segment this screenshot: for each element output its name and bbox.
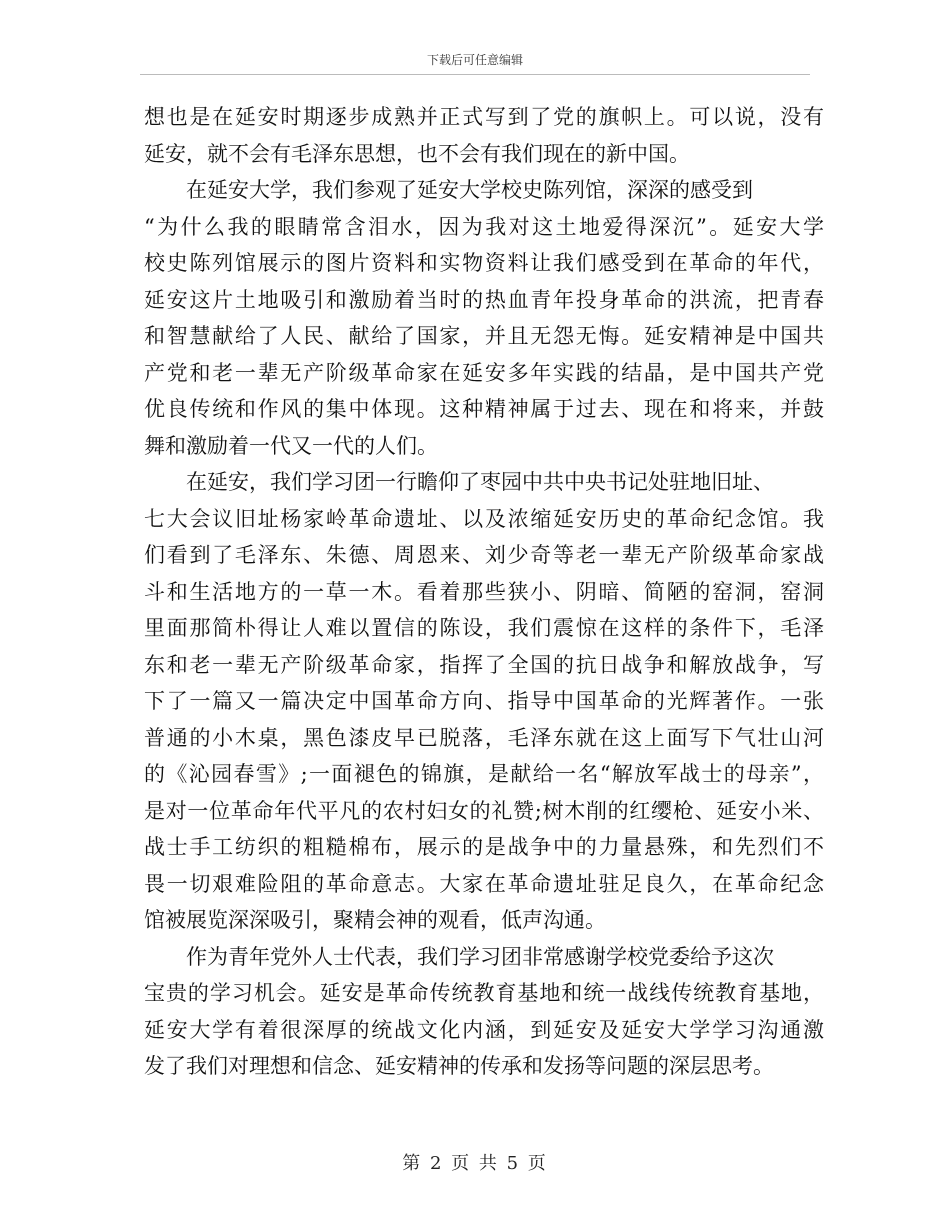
text-line: 在延安大学，我们参观了延安大学校史陈列馆，深深的感受到 xyxy=(186,178,753,202)
paragraph xyxy=(144,939,824,1085)
text-line: 们看到了毛泽东、朱德、周恩来、刘少奇等老一辈无产阶级革命家战 xyxy=(144,543,824,567)
text-line: 宝贵的学习机会。延安是革命传统教育基地和统一战线传统教育基地， xyxy=(144,981,824,1005)
text-line: 斗和生活地方的一草一木。看着那些狭小、阴暗、简陋的窑洞，窑洞 xyxy=(144,579,824,604)
text-line: 延安大学有着很深厚的统战文化内涵，到延安及延安大学学习沟通激 xyxy=(144,1017,824,1042)
text-line: 延安这片土地吸引和激励着当时的热血青年投身革命的洪流，把青春 xyxy=(144,287,824,312)
text-line: 发了我们对理想和信念、延安精神的传承和发扬等问题的深层思考。 xyxy=(144,1054,774,1078)
paragraph xyxy=(144,172,824,464)
text-line: 产党和老一辈无产阶级革命家在延安多年实践的结晶，是中国共产党 xyxy=(144,360,824,385)
text-line: 馆被展览深深吸引，聚精会神的观看，低声沟通。 xyxy=(144,908,606,932)
document-body xyxy=(144,99,824,1085)
text-line: 战士手工纺织的粗糙棉布，展示的是战争中的力量悬殊，和先烈们不 xyxy=(144,835,824,859)
text-line: 的《沁园春雪》;一面褪色的锦旗，是献给一名“解放军战士的母亲”， xyxy=(144,762,824,786)
text-line: 里面那简朴得让人难以置信的陈设，我们震惊在这样的条件下，毛泽 xyxy=(144,616,824,640)
text-line: 东和老一辈无产阶级革命家，指挥了全国的抗日战争和解放战争，写 xyxy=(144,652,824,677)
text-line: 下了一篇又一篇决定中国革命方向、指导中国革命的光辉著作。一张 xyxy=(144,689,824,713)
text-line: 在延安，我们学习团一行瞻仰了枣园中共中央书记处驻地旧址、 xyxy=(186,470,774,494)
text-line: 是对一位革命年代平凡的农村妇女的礼赞;树木削的红缨枪、延安小米、 xyxy=(144,798,824,823)
text-line: 想也是在延安时期逐步成熟并正式写到了党的旗帜上。可以说，没有 xyxy=(144,105,824,129)
text-line: “为什么我的眼睛常含泪水，因为我对这土地爱得深沉”。延安大学 xyxy=(144,214,824,239)
header-rule xyxy=(140,74,810,75)
paragraph xyxy=(144,99,824,172)
text-line: 延安，就不会有毛泽东思想，也不会有我们现在的新中国。 xyxy=(144,141,690,166)
page-header: 下载后可任意编辑 xyxy=(426,53,523,67)
text-line: 七大会议旧址杨家岭革命遗址、以及浓缩延安历史的革命纪念馆。我 xyxy=(144,506,824,531)
text-line: 作为青年党外人士代表，我们学习团非常感谢学校党委给予这次 xyxy=(186,944,774,969)
text-line: 畏一切艰难险阻的革命意志。大家在革命遗址驻足良久，在革命纪念 xyxy=(144,871,824,896)
text-line: 和智慧献给了人民、献给了国家，并且无怨无悔。延安精神是中国共 xyxy=(144,324,824,348)
text-line: 普通的小木桌，黑色漆皮早已脱落，毛泽东就在这上面写下气壮山河 xyxy=(144,725,824,750)
text-line: 舞和激励着一代又一代的人们。 xyxy=(144,433,438,458)
text-line: 校史陈列馆展示的图片资料和实物资料让我们感受到在革命的年代， xyxy=(144,251,824,275)
text-line: 优良传统和作风的集中体现。这种精神属于过去、现在和将来，并鼓 xyxy=(144,397,824,421)
paragraph xyxy=(144,464,824,939)
page-number-footer: 第 2 页 共 5 页 xyxy=(402,1153,548,1174)
